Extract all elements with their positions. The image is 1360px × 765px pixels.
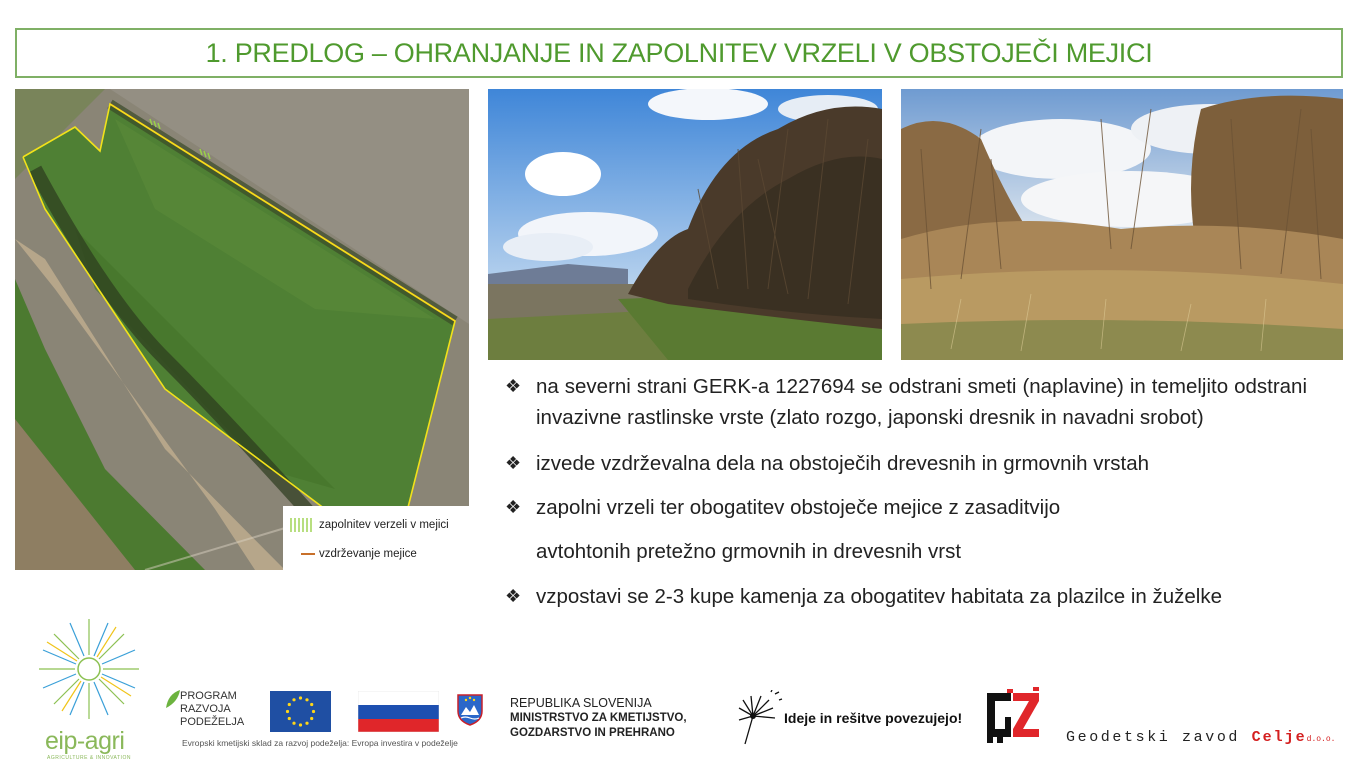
ministry-line-2: MINISTRSTVO ZA KMETIJSTVO, (510, 712, 687, 724)
diamond-bullet-icon: ❖ (505, 453, 522, 473)
list-item (505, 581, 1307, 612)
eip-agri-wordmark: eip-agri (45, 727, 125, 755)
title-banner (15, 28, 1343, 78)
geodetski-zavod-wordmark (1066, 729, 1335, 746)
list-item (505, 492, 1307, 523)
prp-line-3: PODEŽELJA (180, 716, 245, 728)
diamond-bullet-icon: ❖ (505, 586, 522, 606)
slovenia-flag-icon (358, 691, 439, 732)
eu-flag-icon (270, 691, 331, 732)
hedge-photo-2 (901, 89, 1343, 360)
celje-text: Celje (1251, 729, 1307, 746)
list-item (505, 448, 1307, 479)
aerial-photo (15, 89, 469, 570)
eafrd-caption: Evropski kmetijski sklad za razvoj podeželja: Evropa investira v podeželje (182, 738, 458, 748)
eip-agri-subtitle: AGRICULTURE & INNOVATION (47, 755, 131, 761)
list-item (505, 371, 1307, 433)
dandelion-icon (735, 690, 783, 746)
ministry-text (510, 696, 687, 741)
gap-fill-symbol-icon (287, 516, 315, 534)
eip-agri-burst-icon (34, 615, 144, 727)
list-item-continuation: avtohtonih pretežno grmovnih in drevesnih vrst (536, 540, 962, 563)
hedge-maintenance-line-icon (301, 553, 315, 555)
ideje-slogan: Ideje in rešitve povezujejo! (784, 710, 963, 726)
legend-item-gap-fill (287, 516, 449, 534)
legend-label-gap-fill: zapolnitev verzeli v mejici (319, 519, 449, 531)
map-legend (283, 506, 469, 570)
prp-line-2: RAZVOJA (180, 703, 231, 715)
geodetski-zavod-text: Geodetski zavod (1066, 729, 1241, 746)
legend-label-hedge-maintenance: vzdrževanje mejice (319, 548, 417, 560)
ministry-line-1: REPUBLIKA SLOVENIJA (510, 696, 652, 710)
hedge-photo-1 (488, 89, 882, 360)
list-item-text: zapolni vrzeli ter obogatitev obstoječe mejice z zasaditvijo (536, 496, 1061, 519)
geodetski-zavod-logo-icon (983, 687, 1041, 743)
slovenia-coat-of-arms-icon (456, 693, 484, 727)
list-item-text: izvede vzdrževalna dela na obstoječih drevesnih in grmovnih vrstah (536, 452, 1150, 475)
diamond-bullet-icon: ❖ (505, 497, 522, 517)
ministry-line-3: GOZDARSTVO IN PREHRANO (510, 727, 675, 739)
measures-list (505, 371, 1307, 612)
page-title: 1. PREDLOG – OHRANJANJE IN ZAPOLNITEV VRZELI V OBSTOJEČI MEJICI (205, 37, 1153, 68)
diamond-bullet-icon: ❖ (505, 376, 522, 396)
legend-item-hedge-maintenance (287, 548, 417, 560)
doo-text: d.o.o. (1306, 735, 1336, 744)
program-razvoja-podezelja-text (180, 690, 244, 729)
list-item-text: na severni strani GERK-a 1227694 se odstrani smeti (naplavine) in temeljito odstrani invazivne rastlinske vrste (zlato rozgo, japonski dresnik in navadni srobot) (536, 375, 1307, 429)
prp-line-1: PROGRAM (180, 690, 237, 702)
list-item-text: vzpostavi se 2-3 kupe kamenja za obogatitev habitata za plazilce in žuželke (536, 585, 1223, 608)
